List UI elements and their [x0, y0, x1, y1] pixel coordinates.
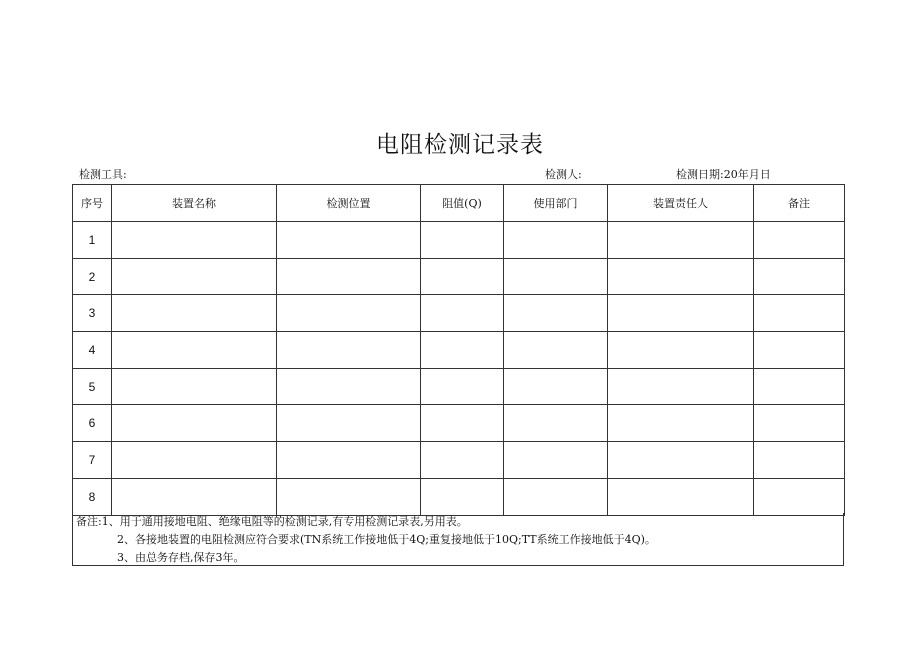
row-number: 2: [73, 258, 112, 295]
cell-resistance[interactable]: [421, 368, 504, 405]
row-number: 6: [73, 405, 112, 442]
cell-resistance[interactable]: [421, 405, 504, 442]
cell-responsible[interactable]: [608, 405, 754, 442]
table-row: [73, 258, 845, 295]
cell-department[interactable]: [504, 405, 608, 442]
note-line: 2、各接地装置的电阻检测应符合要求(TN系统工作接地低于4Q;重复接地低于10Q;TT系统工作接地低于4Q)。: [117, 533, 656, 546]
row-number: 4: [73, 332, 112, 369]
cell-location[interactable]: [277, 442, 421, 479]
cell-remarks[interactable]: [754, 405, 845, 442]
header-cell-department: 使用部门: [504, 185, 608, 222]
cell-remarks[interactable]: [754, 295, 845, 332]
cell-department[interactable]: [504, 442, 608, 479]
cell-resistance[interactable]: [421, 442, 504, 479]
cell-resistance[interactable]: [421, 222, 504, 259]
cell-device-name[interactable]: [112, 478, 277, 515]
cell-responsible[interactable]: [608, 442, 754, 479]
cell-responsible[interactable]: [608, 478, 754, 515]
cell-department[interactable]: [504, 258, 608, 295]
cell-remarks[interactable]: [754, 368, 845, 405]
cell-device-name[interactable]: [112, 258, 277, 295]
cell-department[interactable]: [504, 222, 608, 259]
row-number: 1: [73, 222, 112, 259]
cell-responsible[interactable]: [608, 368, 754, 405]
cell-location[interactable]: [277, 222, 421, 259]
cell-resistance[interactable]: [421, 258, 504, 295]
table-row: [73, 478, 845, 515]
cell-device-name[interactable]: [112, 405, 277, 442]
header-cell-location: 检测位置: [277, 185, 421, 222]
cell-device-name[interactable]: [112, 295, 277, 332]
header-cell-remarks: 备注: [754, 185, 845, 222]
cell-department[interactable]: [504, 478, 608, 515]
cell-department[interactable]: [504, 295, 608, 332]
cell-remarks[interactable]: [754, 442, 845, 479]
cell-location[interactable]: [277, 258, 421, 295]
cell-location[interactable]: [277, 405, 421, 442]
table-row: [73, 295, 845, 332]
row-number: 3: [73, 295, 112, 332]
cell-resistance[interactable]: [421, 332, 504, 369]
cell-location[interactable]: [277, 368, 421, 405]
cell-location[interactable]: [277, 478, 421, 515]
cell-responsible[interactable]: [608, 332, 754, 369]
cell-department[interactable]: [504, 368, 608, 405]
cell-device-name[interactable]: [112, 368, 277, 405]
table-row: [73, 442, 845, 479]
cell-resistance[interactable]: [421, 478, 504, 515]
meta-inspector-label: 检测人:: [545, 168, 582, 181]
cell-device-name[interactable]: [112, 222, 277, 259]
cell-resistance[interactable]: [421, 295, 504, 332]
header-cell-resistance: 阻值(Q): [421, 185, 504, 222]
cell-remarks[interactable]: [754, 222, 845, 259]
table-row: [73, 332, 845, 369]
row-number: 5: [73, 368, 112, 405]
page-title: 电阻检测记录表: [376, 132, 544, 158]
meta-date-label: 检测日期:20年月日: [676, 168, 771, 181]
meta-tool-label: 检测工具:: [79, 168, 127, 181]
record-table: [72, 184, 845, 516]
header-cell-device-name: 装置名称: [112, 185, 277, 222]
table-row: [73, 405, 845, 442]
note-line: 备注:1、用于通用接地电阻、绝缘电阻等的检测记录,有专用检测记录表,另用表。: [76, 515, 468, 528]
table-row: [73, 222, 845, 259]
cell-responsible[interactable]: [608, 295, 754, 332]
cell-department[interactable]: [504, 332, 608, 369]
cell-remarks[interactable]: [754, 258, 845, 295]
notes-box: [72, 513, 844, 566]
note-line: 3、由总务存档,保存3年。: [117, 551, 245, 564]
cell-device-name[interactable]: [112, 332, 277, 369]
cell-device-name[interactable]: [112, 442, 277, 479]
header-row: [73, 185, 845, 222]
cell-remarks[interactable]: [754, 478, 845, 515]
cell-responsible[interactable]: [608, 222, 754, 259]
header-cell-responsible: 装置责任人: [608, 185, 754, 222]
cell-responsible[interactable]: [608, 258, 754, 295]
cell-location[interactable]: [277, 295, 421, 332]
cell-location[interactable]: [277, 332, 421, 369]
table-row: [73, 368, 845, 405]
row-number: 8: [73, 478, 112, 515]
row-number: 7: [73, 442, 112, 479]
header-cell-seq: 序号: [73, 185, 112, 222]
cell-remarks[interactable]: [754, 332, 845, 369]
